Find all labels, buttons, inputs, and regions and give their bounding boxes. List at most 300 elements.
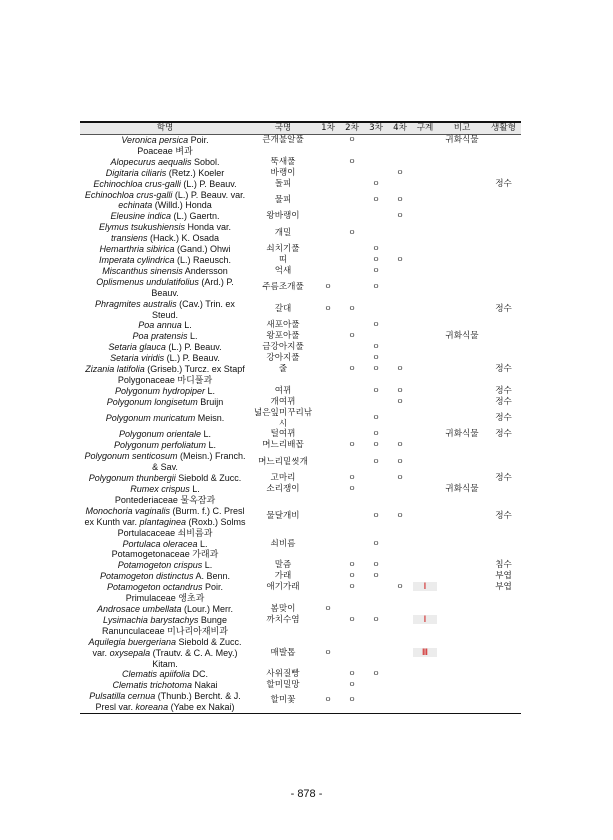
taxon-epithet: Rumex crispus xyxy=(130,484,190,494)
presence-mark: ㅇ xyxy=(348,135,356,144)
table-row xyxy=(80,484,521,495)
survey-4-mark xyxy=(388,211,412,222)
author-citation: Sobol. xyxy=(191,156,220,167)
life-form: 정수 xyxy=(495,511,512,522)
survey-4-mark xyxy=(388,637,412,670)
remarks xyxy=(438,669,486,680)
presence-mark: ㅇ xyxy=(348,694,356,704)
family-name: Pontederiaceae 물옥잠과 xyxy=(114,494,216,505)
survey-4-mark xyxy=(388,408,412,430)
author-citation: L. xyxy=(189,484,200,494)
author-citation: (Roxb.) Solms xyxy=(186,516,246,527)
remarks xyxy=(438,408,486,430)
survey-3-mark xyxy=(364,637,388,670)
scientific-name xyxy=(80,506,250,528)
scientific-name xyxy=(80,440,250,451)
remarks: 귀화식물 xyxy=(445,429,479,440)
survey-2-mark xyxy=(340,266,364,277)
table-row xyxy=(80,615,521,626)
survey-1-mark xyxy=(316,473,340,484)
korean-name: 여뀌 xyxy=(274,385,292,396)
survey-3-mark xyxy=(364,615,388,626)
korean-name: 고마리 xyxy=(270,473,296,484)
presence-mark: ㅇ xyxy=(348,680,356,690)
survey-3-mark xyxy=(364,353,388,364)
survey-2-mark xyxy=(340,680,364,691)
survey-3-mark xyxy=(364,135,388,146)
presence-mark: ㅇ xyxy=(348,560,356,570)
scientific-name xyxy=(80,484,250,495)
scientific-name xyxy=(80,680,250,691)
empty-cell xyxy=(388,626,412,637)
presence-mark: ㅇ xyxy=(396,385,404,395)
remarks xyxy=(438,691,486,713)
floristic-region xyxy=(412,364,438,375)
survey-4-mark xyxy=(388,386,412,397)
empty-cell xyxy=(486,549,521,560)
table-row xyxy=(80,691,521,713)
survey-3-mark xyxy=(364,582,388,593)
survey-3-mark xyxy=(364,320,388,331)
scientific-name xyxy=(80,408,250,430)
survey-3-mark xyxy=(364,299,388,321)
survey-1-mark xyxy=(316,615,340,626)
table-row xyxy=(80,277,521,299)
life-form xyxy=(486,451,521,473)
table-row xyxy=(80,506,521,528)
author-citation: (Griseb.) Turcz. ex Stapf xyxy=(144,364,245,375)
empty-cell xyxy=(388,495,412,506)
author-citation: (Hack.) K. Osada xyxy=(147,233,220,244)
taxon-epithet: Portulaca oleracea xyxy=(122,538,198,549)
korean-name: 털여뀌 xyxy=(270,429,296,440)
survey-4-mark xyxy=(388,353,412,364)
presence-mark: ㅇ xyxy=(348,473,356,483)
empty-cell xyxy=(316,495,340,506)
taxon-epithet: Clematis apiifolia xyxy=(121,669,191,680)
scientific-name xyxy=(80,320,250,331)
survey-2-mark xyxy=(340,190,364,212)
survey-2-mark xyxy=(340,408,364,430)
empty-cell xyxy=(412,593,438,604)
remarks xyxy=(438,539,486,550)
presence-mark: ㅇ xyxy=(324,282,332,292)
korean-name: 왕포아풀 xyxy=(266,331,300,342)
remarks xyxy=(438,560,486,571)
life-form xyxy=(486,157,521,168)
presence-mark: ㅇ xyxy=(396,254,404,264)
presence-mark: ㅇ xyxy=(372,669,380,679)
taxon-epithet: Polygonum thunbergii xyxy=(88,473,176,484)
survey-1-mark xyxy=(316,680,340,691)
empty-cell xyxy=(250,593,316,604)
scientific-name xyxy=(80,255,250,266)
survey-1-mark xyxy=(316,637,340,670)
remarks xyxy=(438,615,486,626)
floristic-region xyxy=(412,408,438,430)
survey-4-mark xyxy=(388,222,412,244)
empty-cell xyxy=(486,528,521,539)
korean-name: 할미밀망 xyxy=(266,680,300,691)
taxon-epithet: echinata xyxy=(118,200,153,211)
author-citation: Nakai xyxy=(192,680,218,691)
table-header-row xyxy=(80,122,521,135)
taxon-epithet: Hemarthria sibirica xyxy=(99,244,175,255)
survey-1-mark xyxy=(316,386,340,397)
header-remarks: 비고 xyxy=(453,123,471,133)
life-form: 부엽 xyxy=(495,582,512,593)
survey-1-mark xyxy=(316,560,340,571)
empty-cell xyxy=(316,593,340,604)
life-form xyxy=(486,353,521,364)
author-citation: (Lour.) Merr. xyxy=(181,603,234,614)
author-citation: (Ard.) P. Beauv. xyxy=(151,276,234,298)
floristic-region xyxy=(412,615,438,626)
empty-cell xyxy=(364,549,388,560)
survey-2-mark xyxy=(340,582,364,593)
scientific-name xyxy=(80,615,250,626)
korean-name: 억새 xyxy=(274,265,292,276)
empty-cell xyxy=(486,626,521,637)
survey-3-mark xyxy=(364,386,388,397)
taxon-epithet: Aquilegia buergeriana xyxy=(88,636,177,647)
presence-mark: ㅇ xyxy=(396,396,404,406)
empty-cell xyxy=(438,528,486,539)
author-citation: Andersson xyxy=(182,265,228,276)
taxon-epithet: koreana xyxy=(135,702,169,713)
survey-4-mark xyxy=(388,299,412,321)
survey-1-mark xyxy=(316,408,340,430)
table-row xyxy=(80,560,521,571)
table-row xyxy=(80,669,521,680)
korean-name: 주름조개풀 xyxy=(262,282,304,293)
scientific-name xyxy=(80,637,250,670)
survey-1-mark xyxy=(316,222,340,244)
life-form: 부엽 xyxy=(495,571,512,582)
scientific-name xyxy=(80,386,250,397)
survey-4-mark xyxy=(388,691,412,713)
presence-mark: ㅇ xyxy=(372,440,380,450)
korean-name: 할미꽃 xyxy=(270,694,296,705)
author-citation: L. xyxy=(205,385,216,396)
korean-name: 개여뀌 xyxy=(270,396,296,407)
survey-3-mark xyxy=(364,168,388,179)
author-citation: (Thunb.) Bercht. & J. Presl var. xyxy=(95,691,241,713)
floristic-region xyxy=(412,299,438,321)
presence-mark: ㅇ xyxy=(372,342,380,352)
empty-cell xyxy=(340,528,364,539)
survey-2-mark xyxy=(340,604,364,615)
survey-1-mark xyxy=(316,539,340,550)
survey-4-mark xyxy=(388,582,412,593)
presence-mark: ㅇ xyxy=(348,304,356,314)
remarks xyxy=(438,299,486,321)
table-row xyxy=(80,429,521,440)
survey-2-mark xyxy=(340,506,364,528)
family-name: Portulacaceae 쇠비름과 xyxy=(117,527,213,538)
empty-cell xyxy=(250,495,316,506)
remarks xyxy=(438,255,486,266)
empty-cell xyxy=(438,495,486,506)
floristic-grade-badge: Ⅰ xyxy=(413,582,437,591)
floristic-region xyxy=(412,539,438,550)
scientific-name xyxy=(80,364,250,375)
survey-2-mark xyxy=(340,484,364,495)
taxon-epithet: Polygonum longisetum xyxy=(106,396,198,407)
remarks xyxy=(438,244,486,255)
author-citation: Siebold & Zucc. xyxy=(175,473,242,484)
empty-cell xyxy=(250,146,316,157)
korean-name: 뚝새풀 xyxy=(270,156,296,167)
scientific-name xyxy=(80,473,250,484)
life-form: 정수 xyxy=(495,473,512,484)
presence-mark: ㅇ xyxy=(372,571,380,581)
survey-4-mark xyxy=(388,277,412,299)
header-korean-name: 국명 xyxy=(274,123,292,133)
korean-name: 가래 xyxy=(274,571,292,582)
survey-3-mark xyxy=(364,255,388,266)
author-citation: (L.) P. Beauv. var. xyxy=(172,189,246,200)
scientific-name xyxy=(80,539,250,550)
floristic-region xyxy=(412,691,438,713)
taxon-epithet: Echinochloa crus-galli xyxy=(93,178,181,189)
survey-1-mark xyxy=(316,299,340,321)
scientific-name xyxy=(80,244,250,255)
taxon-epithet: Setaria viridis xyxy=(110,353,165,364)
remarks xyxy=(438,320,486,331)
scientific-name xyxy=(80,135,250,146)
survey-1-mark xyxy=(316,266,340,277)
table-row xyxy=(80,331,521,342)
table-row xyxy=(80,266,521,277)
empty-cell xyxy=(486,495,521,506)
presence-mark: ㅇ xyxy=(372,178,380,188)
table-row xyxy=(80,244,521,255)
presence-mark: ㅇ xyxy=(372,364,380,374)
presence-mark: ㅇ xyxy=(372,353,380,363)
header-survey-1: 1차 xyxy=(321,123,335,133)
life-form xyxy=(486,539,521,550)
life-form: 정수 xyxy=(495,429,512,440)
survey-4-mark xyxy=(388,364,412,375)
species-table xyxy=(80,121,521,714)
floristic-region xyxy=(412,190,438,212)
life-form xyxy=(486,615,521,626)
taxon-epithet: Lysimachia barystachys xyxy=(103,614,199,625)
survey-3-mark xyxy=(364,429,388,440)
remarks xyxy=(438,342,486,353)
korean-name: 소리쟁이 xyxy=(266,484,300,494)
floristic-grade-badge: Ⅰ xyxy=(413,615,437,624)
survey-4-mark xyxy=(388,604,412,615)
scientific-name xyxy=(80,157,250,168)
presence-mark: ㅇ xyxy=(396,364,404,374)
scientific-name xyxy=(80,582,250,593)
empty-cell xyxy=(316,549,340,560)
remarks xyxy=(438,637,486,670)
header-life-form: 생활형 xyxy=(491,123,516,133)
scientific-name xyxy=(80,190,250,212)
table-row xyxy=(80,571,521,582)
survey-2-mark xyxy=(340,397,364,408)
family-row xyxy=(80,549,521,560)
survey-4-mark xyxy=(388,615,412,626)
scientific-name xyxy=(80,342,250,353)
table-row xyxy=(80,582,521,593)
floristic-region xyxy=(412,277,438,299)
survey-1-mark xyxy=(316,157,340,168)
empty-cell xyxy=(486,375,521,386)
empty-cell xyxy=(316,528,340,539)
survey-3-mark xyxy=(364,451,388,473)
life-form xyxy=(486,190,521,212)
survey-4-mark xyxy=(388,571,412,582)
survey-4-mark xyxy=(388,320,412,331)
taxon-epithet: plantaginea xyxy=(139,516,187,527)
remarks xyxy=(438,190,486,212)
survey-3-mark xyxy=(364,179,388,190)
empty-cell xyxy=(412,495,438,506)
remarks xyxy=(438,571,486,582)
scientific-name xyxy=(80,560,250,571)
scientific-name xyxy=(80,266,250,277)
floristic-region xyxy=(412,637,438,670)
korean-name: 말즘 xyxy=(274,560,292,571)
presence-mark: ㅇ xyxy=(372,413,380,423)
floristic-region xyxy=(412,506,438,528)
presence-mark: ㅇ xyxy=(372,244,380,254)
table-row xyxy=(80,451,521,473)
survey-4-mark xyxy=(388,266,412,277)
survey-3-mark xyxy=(364,222,388,244)
korean-name: 매발톱 xyxy=(270,647,296,658)
survey-1-mark xyxy=(316,484,340,495)
floristic-region xyxy=(412,331,438,342)
survey-4-mark xyxy=(388,342,412,353)
presence-mark: ㅇ xyxy=(324,304,332,314)
empty-cell xyxy=(412,528,438,539)
scientific-name xyxy=(80,211,250,222)
survey-1-mark xyxy=(316,168,340,179)
floristic-region xyxy=(412,266,438,277)
survey-2-mark xyxy=(340,637,364,670)
survey-3-mark xyxy=(364,190,388,212)
life-form xyxy=(486,669,521,680)
family-name: Polygonaceae 마디풀과 xyxy=(117,374,213,385)
survey-2-mark xyxy=(340,135,364,146)
survey-4-mark xyxy=(388,255,412,266)
remarks xyxy=(438,451,486,473)
presence-mark: ㅇ xyxy=(348,156,356,166)
life-form xyxy=(486,211,521,222)
life-form xyxy=(486,604,521,615)
table-row xyxy=(80,386,521,397)
table-row xyxy=(80,211,521,222)
taxon-epithet: Clematis trichotoma xyxy=(112,680,192,691)
author-citation: (L.) Gaertn. xyxy=(171,211,220,222)
empty-cell xyxy=(364,593,388,604)
family-row xyxy=(80,528,521,539)
author-citation: Siebold & Zucc. var. xyxy=(92,636,242,658)
remarks xyxy=(438,680,486,691)
presence-mark: ㅇ xyxy=(348,440,356,450)
korean-name: 왕바랭이 xyxy=(266,211,300,222)
survey-2-mark xyxy=(340,211,364,222)
taxon-epithet: Pulsatilla cernua xyxy=(89,691,156,702)
remarks xyxy=(438,397,486,408)
presence-mark: ㅇ xyxy=(372,614,380,624)
presence-mark: ㅇ xyxy=(348,571,356,581)
presence-mark: ㅇ xyxy=(396,211,404,221)
empty-cell xyxy=(340,549,364,560)
survey-4-mark xyxy=(388,244,412,255)
scientific-name xyxy=(80,669,250,680)
empty-cell xyxy=(486,146,521,157)
author-citation: (Trautv. & C. A. Mey.) Kitam. xyxy=(150,647,238,669)
remarks xyxy=(438,386,486,397)
floristic-region xyxy=(412,680,438,691)
survey-3-mark xyxy=(364,211,388,222)
remarks xyxy=(438,473,486,484)
author-citation: L. xyxy=(187,331,198,342)
empty-cell xyxy=(438,626,486,637)
survey-2-mark xyxy=(340,451,364,473)
presence-mark: ㅇ xyxy=(324,647,332,657)
survey-2-mark xyxy=(340,364,364,375)
survey-3-mark xyxy=(364,680,388,691)
taxon-epithet: Echinochloa crus-galli xyxy=(84,189,173,200)
table-row xyxy=(80,637,521,670)
taxon-epithet: Setaria glauca xyxy=(108,342,166,353)
presence-mark: ㅇ xyxy=(396,582,404,592)
empty-cell xyxy=(388,549,412,560)
korean-name: 줄 xyxy=(278,364,288,375)
empty-cell xyxy=(364,495,388,506)
presence-mark: ㅇ xyxy=(348,364,356,374)
korean-name: 며느리배꼽 xyxy=(262,440,304,451)
presence-mark: ㅇ xyxy=(396,456,404,466)
floristic-region xyxy=(412,353,438,364)
presence-mark: ㅇ xyxy=(372,194,380,204)
empty-cell xyxy=(340,626,364,637)
taxon-epithet: Polygonum muricatum xyxy=(105,413,196,424)
presence-mark: ㅇ xyxy=(372,385,380,395)
survey-2-mark xyxy=(340,571,364,582)
presence-mark: ㅇ xyxy=(372,282,380,292)
life-form xyxy=(486,691,521,713)
floristic-region xyxy=(412,386,438,397)
family-name: Potamogetonaceae 가래과 xyxy=(111,549,219,560)
korean-name: 새포아풀 xyxy=(266,320,300,331)
presence-mark: ㅇ xyxy=(396,440,404,450)
remarks xyxy=(438,604,486,615)
floristic-region xyxy=(412,157,438,168)
family-name: Poaceae 벼과 xyxy=(137,145,193,156)
presence-mark: ㅇ xyxy=(372,254,380,264)
korean-name: 강아지풀 xyxy=(266,353,300,364)
taxon-epithet: Polygonum orientale xyxy=(118,429,202,440)
family-row xyxy=(80,593,521,604)
presence-mark: ㅇ xyxy=(372,429,380,439)
survey-3-mark xyxy=(364,506,388,528)
life-form: 정수 xyxy=(495,413,512,424)
table-row xyxy=(80,222,521,244)
empty-cell xyxy=(486,593,521,604)
life-form xyxy=(486,680,521,691)
floristic-region xyxy=(412,179,438,190)
life-form: 정수 xyxy=(495,364,512,375)
scientific-name xyxy=(80,429,250,440)
